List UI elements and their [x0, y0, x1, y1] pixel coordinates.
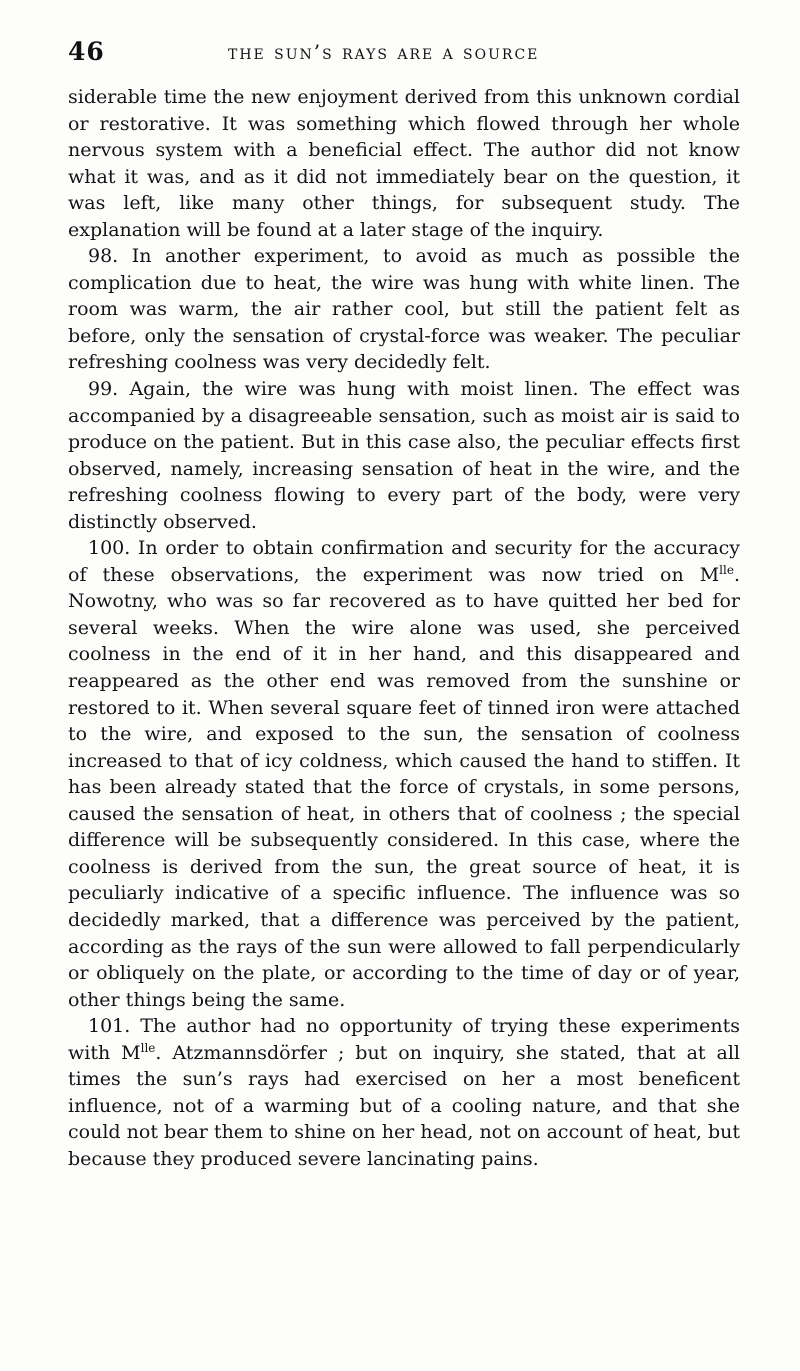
superscript: lle: [140, 1040, 156, 1055]
paragraph-101: [68, 1013, 740, 1172]
paragraph-100: [68, 535, 740, 1013]
running-head: [68, 37, 738, 67]
paragraph-text: siderable time the new enjoyment derived from this unknown cordial or restorative. It was something which flowed through her whole nervous system with a beneficial effect. The author did not know what it was, and as it did not immediately bear on the question, it was left, like many other things, for subsequent study. The explanation will be found at a later stage of the inquiry.: [68, 86, 740, 241]
paragraph-text-rest: . Atzmannsdörfer ; but on inquiry, she stated, that at all times the sun’s rays had exercised on her a most beneficent influence, not of a warming but of a cooling nature, and that she could not bear them to shine on her head, not on account of heat, but because they produced severe lancinating pains.: [68, 1041, 740, 1170]
paragraph-98: [68, 243, 740, 376]
paragraph-number: 99.: [88, 378, 119, 401]
paragraph-number: 101.: [88, 1015, 131, 1038]
paragraph-number: 98.: [88, 245, 119, 268]
running-title: the sun’s rays are a source: [228, 40, 540, 64]
paragraph-continued: [68, 84, 740, 243]
paragraph-text: In another experiment, to avoid as much as possible the complication due to heat, the wire was hung with white linen. The room was warm, the air rather cool, but still the patient felt as before, only the sensation of crystal-force was weaker. The peculiar refreshing coolness was very decidedly felt.: [68, 245, 740, 374]
paragraph-text-rest: . Nowotny, who was so far recovered as to have quitted her bed for several weeks. When the wire alone was used, she perceived coolness in the end of it in her hand, and this disappeared and reappeared as the other end was removed from the sunshine or restored to it. When several square feet of tinned iron were attached to the wire, and exposed to the sun, the sensation of coolness increased to that of icy coldness, which caused the hand to stiffen. It has been already stated that the force of crystals, in some persons, caused the sensation of heat, in others that of coolness ; the special difference will be subsequently considered. In this case, where the coolness is derived from the sun, the great source of heat, it is peculiarly indicative of a specific influence. The influence was so decidedly marked, that a difference was perceived by the patient, according as the rays of the sun were allowed to fall perpendicularly or obliquely on the plate, or according to the time of day or of year, other things being the same.: [68, 563, 740, 1011]
paragraph-99: [68, 376, 740, 535]
superscript: lle: [719, 562, 734, 577]
page-number: 46: [68, 37, 105, 66]
paragraph-number: 100.: [88, 537, 131, 560]
paragraph-text: Again, the wire was hung with moist linen. The effect was accompanied by a disagreeable sensation, such as moist air is said to produce on the patient. But in this case also, the peculiar effects first observed, namely, increasing sensation of heat in the wire, and the refreshing coolness flowing to every part of the body, were very distinctly observed.: [68, 378, 740, 533]
paragraph-text-start: In order to obtain confirmation and security for the accuracy of these observations, the experiment was now tried on M: [68, 537, 740, 586]
paragraph-text-start: The author had no opportunity of trying these experiments with M: [68, 1015, 740, 1064]
body-text: [68, 84, 740, 1172]
